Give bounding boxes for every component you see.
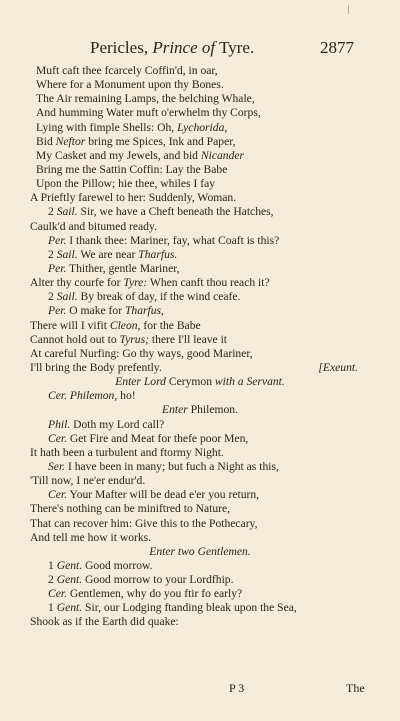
roman-text: When canft thou reach it?	[147, 276, 270, 290]
page-edge-mark	[348, 5, 349, 14]
roman-text: there I'll leave it	[148, 332, 228, 346]
roman-text: My Casket and my Jewels, and bid	[36, 148, 201, 162]
line-content	[36, 78, 224, 92]
text-line	[0, 135, 400, 149]
line-content	[0, 375, 400, 389]
text-line	[0, 163, 400, 177]
line-content	[48, 432, 248, 446]
roman-text: 2	[48, 205, 57, 219]
roman-text: And humming Water muft o'erwhelm thy Corps,	[36, 106, 261, 120]
roman-text: Bring me the Sattin Coffin: Lay the Babe	[36, 162, 228, 176]
text-line	[0, 615, 400, 629]
roman-text: ho!	[117, 389, 136, 403]
text-line	[0, 361, 400, 375]
line-content	[36, 121, 227, 135]
text-line	[0, 92, 400, 106]
italic-text: Tharfus,	[124, 304, 164, 318]
catchword: The	[346, 681, 365, 695]
text-line	[0, 347, 400, 361]
text-line	[0, 502, 400, 516]
text-line	[0, 601, 400, 615]
line-content	[48, 587, 242, 601]
roman-text: Doth my Lord call?	[70, 417, 165, 431]
roman-text: At careful Nurfing: Go thy ways, good Mariner,	[30, 346, 253, 360]
roman-text: Gentlemen, why do you ftir fo early?	[67, 587, 243, 601]
line-content	[36, 177, 215, 191]
line-content	[36, 163, 227, 177]
line-content	[48, 290, 240, 304]
line-content	[30, 474, 145, 488]
roman-text: I have been in many; but fuch a Night as this,	[65, 459, 279, 473]
text-line	[0, 474, 400, 488]
text-line	[0, 290, 400, 304]
roman-text: Alter thy courfe for	[30, 276, 124, 290]
stage-direction-line	[0, 545, 400, 559]
text-line	[0, 276, 400, 290]
roman-text: 1	[48, 558, 57, 572]
text-line	[0, 418, 400, 432]
exeunt-direction: [Exeunt.	[318, 360, 358, 374]
line-content	[36, 149, 244, 163]
italic-text: Tyre:	[123, 276, 148, 290]
italic-text: Phil.	[48, 417, 71, 431]
line-content	[30, 361, 162, 375]
roman-text: 1	[48, 601, 57, 615]
roman-text: 2	[48, 573, 57, 587]
text-line	[0, 234, 400, 248]
roman-text: for the Babe	[140, 318, 201, 332]
text-line	[0, 304, 400, 318]
play-text	[0, 64, 400, 630]
roman-text: Bid	[36, 134, 56, 148]
text-line	[0, 573, 400, 587]
page-number: 2877	[320, 38, 354, 57]
line-content	[0, 403, 400, 417]
roman-text: Shook as if the Earth did quake:	[30, 615, 179, 629]
roman-text: Get Fire and Meat for thefe poor Men,	[67, 431, 249, 445]
roman-text: There's nothing can be miniftred to Nature,	[30, 502, 231, 516]
italic-text: Sail.	[56, 205, 78, 219]
line-content	[36, 106, 261, 120]
roman-text: Philemon.	[187, 403, 238, 417]
line-content	[36, 135, 236, 149]
italic-text: Ser.	[48, 459, 66, 473]
stage-direction-line	[0, 403, 400, 417]
text-line	[0, 432, 400, 446]
line-content	[36, 92, 255, 106]
roman-text: That can recover him: Give this to the Pothecary,	[30, 516, 258, 530]
italic-text: Enter Lord	[115, 375, 166, 389]
line-content	[30, 319, 201, 333]
roman-text: bring me Spices, Ink and Paper,	[85, 134, 236, 148]
text-line	[0, 389, 400, 403]
italic-text: Per.	[48, 233, 67, 247]
roman-text: We are near	[77, 247, 139, 261]
text-line	[0, 517, 400, 531]
roman-text: Lying with fimple Shells: Oh,	[36, 120, 178, 134]
text-line	[0, 319, 400, 333]
signature-mark: P 3	[229, 681, 245, 695]
italic-text: Gent.	[56, 573, 83, 587]
italic-text: Nicander	[200, 148, 245, 162]
line-content	[30, 517, 258, 531]
italic-text: Per.	[48, 261, 67, 275]
roman-text: Caulk'd and bitumed ready.	[30, 219, 157, 233]
italic-text: with a Servant.	[214, 375, 285, 389]
line-content	[48, 248, 177, 262]
roman-text: It hath been a turbulent and ftormy Night.	[30, 445, 224, 459]
italic-text: Per.	[48, 304, 67, 318]
text-line	[0, 149, 400, 163]
line-content	[48, 488, 259, 502]
italic-text: Cer.	[48, 431, 68, 445]
italic-text: Cer.	[48, 389, 68, 403]
running-title-italic: Prince of	[152, 38, 216, 57]
line-content	[30, 502, 230, 516]
roman-text: Thither, gentle Mariner,	[66, 261, 180, 275]
roman-text: There will I vifit	[30, 318, 110, 332]
line-content	[36, 64, 218, 78]
running-title-prefix: Pericles,	[90, 38, 153, 57]
roman-text: A Prieftly farewel to her: Suddenly, Woman.	[30, 191, 237, 205]
line-content	[48, 205, 274, 219]
roman-text: And tell me how it works.	[30, 530, 152, 544]
roman-text: Your Mafter will be dead e'er you return,	[67, 488, 260, 502]
line-content	[30, 191, 236, 205]
roman-text: Muft caft thee fcarcely Coffin'd, in oar,	[36, 64, 218, 77]
text-line	[0, 531, 400, 545]
text-line	[0, 220, 400, 234]
roman-text: Where for a Monument upon thy Bones.	[36, 78, 224, 92]
text-line	[0, 177, 400, 191]
line-content	[48, 234, 279, 248]
line-content	[30, 347, 253, 361]
italic-text: Tyrus;	[119, 332, 149, 346]
text-line	[0, 262, 400, 276]
roman-text: I'll bring the Body prefently.	[30, 360, 162, 374]
line-content	[30, 333, 227, 347]
text-line	[0, 205, 400, 219]
text-line	[0, 121, 400, 135]
line-content	[48, 460, 279, 474]
text-line	[0, 446, 400, 460]
roman-text: 'Till now, I ne'er endur'd.	[30, 474, 146, 488]
line-content	[48, 573, 233, 587]
roman-text: Good morrow.	[82, 558, 153, 572]
italic-text: Enter two Gentlemen.	[149, 544, 251, 558]
text-line	[0, 191, 400, 205]
italic-text: Gent.	[56, 601, 83, 615]
text-line	[0, 488, 400, 502]
italic-text: Sail.	[56, 247, 78, 261]
running-title-suffix: Tyre.	[215, 38, 255, 57]
roman-text: The Air remaining Lamps, the belching Whale,	[36, 92, 255, 106]
line-content	[48, 262, 180, 276]
italic-text: Enter	[161, 403, 188, 417]
italic-text: Tharfus.	[138, 247, 178, 261]
text-line	[0, 559, 400, 573]
line-content	[30, 276, 270, 290]
line-content	[30, 531, 151, 545]
italic-text: Neftor	[55, 134, 86, 148]
italic-text: Philemon,	[69, 389, 118, 403]
text-line	[0, 248, 400, 262]
line-content	[48, 559, 153, 573]
italic-text: Cer.	[48, 587, 68, 601]
line-content	[30, 446, 224, 460]
page-header	[0, 38, 400, 62]
roman-text: Sir, our Lodging ftanding bleak upon the Sea,	[82, 601, 297, 615]
line-content	[0, 545, 400, 559]
roman-text: Cannot hold out to	[30, 332, 120, 346]
italic-text: Lychorida,	[177, 120, 228, 134]
roman-text: I thank thee: Mariner, fay, what Coaft is this?	[66, 233, 280, 247]
italic-text: Gent.	[56, 558, 83, 572]
stage-direction-line	[0, 375, 400, 389]
italic-text: Cer.	[48, 488, 68, 502]
line-content	[30, 615, 179, 629]
text-line	[0, 106, 400, 120]
text-line	[0, 587, 400, 601]
page-footer	[0, 681, 400, 697]
line-content	[48, 304, 164, 318]
italic-text: Cleon,	[109, 318, 141, 332]
roman-text: 2	[48, 290, 57, 304]
line-content	[48, 601, 297, 615]
roman-text: 2	[48, 247, 57, 261]
roman-text: Good morrow to your Lordfhip.	[82, 573, 234, 587]
roman-text: Upon the Pillow; hie thee, whiles I fay	[36, 177, 216, 191]
text-line	[0, 78, 400, 92]
roman-text: O make for	[66, 304, 125, 318]
text-line	[0, 333, 400, 347]
roman-text: Cerymon	[165, 375, 215, 389]
line-content	[30, 220, 157, 234]
text-line	[0, 64, 400, 78]
roman-text: Sir, we have a Cheft beneath the Hatches,	[77, 205, 274, 219]
italic-text: Sail.	[56, 290, 78, 304]
roman-text: By break of day, if the wind ceafe.	[77, 290, 241, 304]
running-title	[90, 38, 254, 58]
line-content	[48, 418, 164, 432]
text-line	[0, 460, 400, 474]
line-content	[48, 389, 136, 403]
